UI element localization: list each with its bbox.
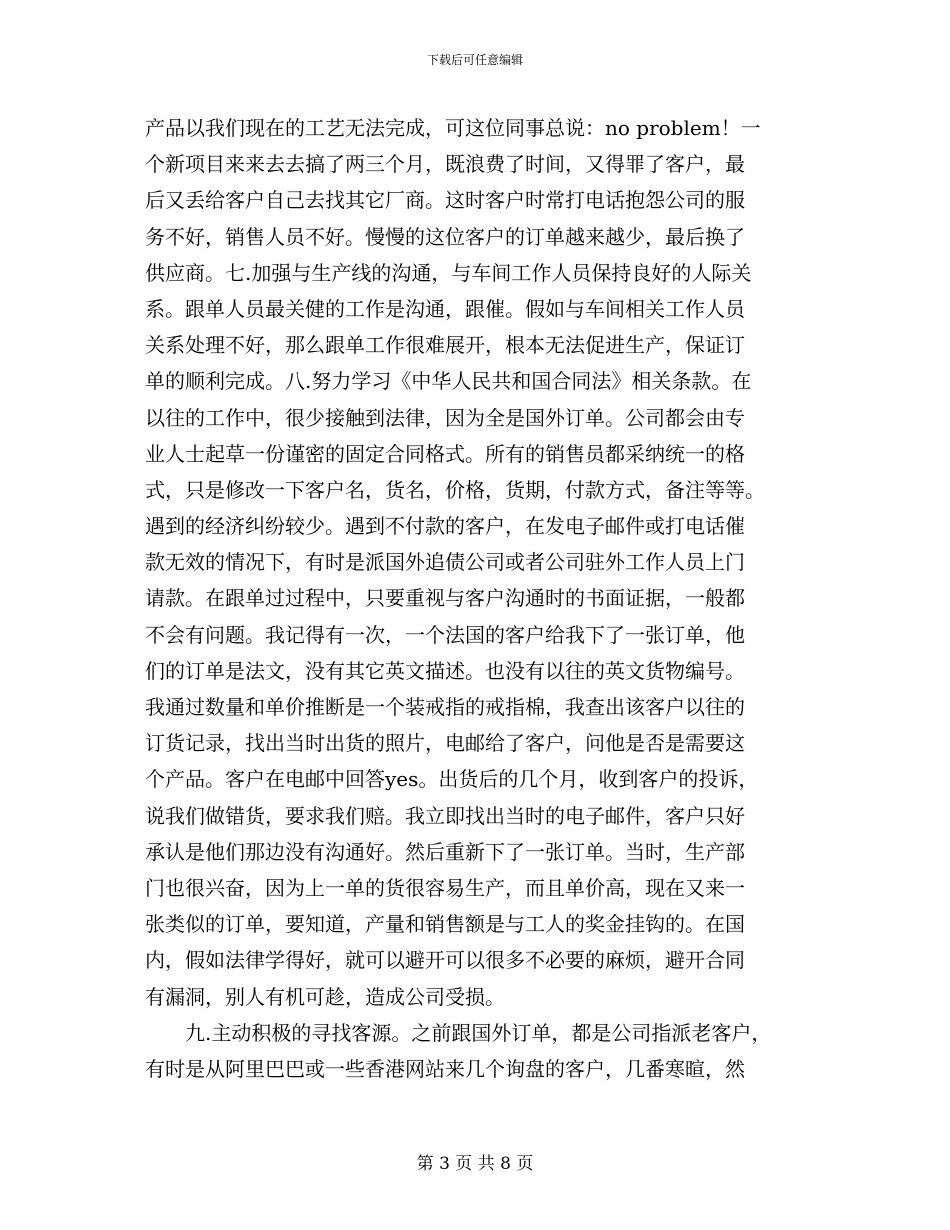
text-line: 单的顺利完成。八.努力学习《中华人民共和国合同法》相关条款。在 [145,369,752,394]
text-line: 关系处理不好，那么跟单工作很难展开，根本无法促进生产，保证订 [145,333,745,358]
text-line: 产品以我们现在的工艺无法完成，可这位同事总说：no problem！一 [145,116,761,140]
footer-suffix: 页 [516,1154,534,1174]
text-line: 遇到的经济纠纷较少。遇到不付款的客户，在发电子邮件或打电话催 [145,514,745,539]
text-line: 九.主动积极的寻找客源。之前跟国外订单，都是公司指派老客户， [185,1020,772,1045]
text-line: 我通过数量和单价推断是一个装戒指的戒指棉，我查出该客户以往的 [145,695,745,719]
text-line: 务不好，销售人员不好。慢慢的这位客户的订单越来越少，最后换了 [145,224,745,249]
text-line: 们的订单是法文，没有其它英文描述。也没有以往的英文货物编号。 [145,658,745,683]
text-line: 订货记录，找出当时出货的照片，电邮给了客户，问他是否是需要这 [145,731,745,756]
text-line: 个产品。客户在电邮中回答yes。出货后的几个月，收到客户的投诉， [145,767,759,792]
text-line: 业人士起草一份谨密的固定合同格式。所有的销售员都采纳统一的格 [145,441,745,466]
text-line: 有时是从阿里巴巴或一些香港网站来几个询盘的客户，几番寒暄，然 [145,1056,745,1081]
text-line: 张类似的订单，要知道，产量和销售额是与工人的奖金挂钩的。在国 [145,912,745,937]
document-body [145,110,805,1087]
text-line: 供应商。七.加强与生产线的沟通，与车间工作人员保持良好的人际关 [145,260,752,285]
text-line: 后又丢给客户自己去找其它厂商。这时客户时常打电话抱怨公司的服 [145,188,745,213]
page-footer [0,1153,950,1175]
text-line: 承认是他们那边没有沟通好。然后重新下了一张订单。当时，生产部 [145,839,745,864]
paragraph-1 [145,110,805,1015]
text-line: 不会有问题。我记得有一次，一个法国的客户给我下了一张订单，他 [145,622,745,647]
text-line: 以往的工作中，很少接触到法律，因为全是国外订单。公司都会由专 [145,405,745,430]
text-line: 系。跟单人员最关健的工作是沟通，跟催。假如与车间相关工作人员 [145,296,745,321]
text-line: 说我们做错货，要求我们赔。我立即找出当时的电子邮件，客户只好 [145,803,745,828]
text-line: 式，只是修改一下客户名，货名，价格，货期，付款方式，备注等等。 [145,477,765,502]
footer-middle: 页 共 [455,1154,495,1174]
current-page-number: 3 [439,1154,450,1174]
text-line: 有漏洞，别人有机可趁，造成公司受损。 [145,984,505,1009]
text-line: 门也很兴奋，因为上一单的货很容易生产，而且单价高，现在又来一 [145,875,745,900]
paragraph-2 [145,1015,805,1087]
footer-prefix: 第 [416,1154,434,1174]
text-line: 内，假如法律学得好，就可以避开可以很多不必要的麻烦，避开合同 [145,948,745,973]
total-pages-number: 8 [500,1154,511,1174]
page-header: 下载后可任意编辑 [426,53,523,67]
text-line: 款无效的情况下，有时是派国外追债公司或者公司驻外工作人员上门 [145,550,745,575]
text-line: 个新项目来来去去搞了两三个月，既浪费了时间，又得罪了客户，最 [145,152,745,177]
text-line: 请款。在跟单过过程中，只要重视与客户沟通时的书面证据，一般都 [145,586,745,611]
